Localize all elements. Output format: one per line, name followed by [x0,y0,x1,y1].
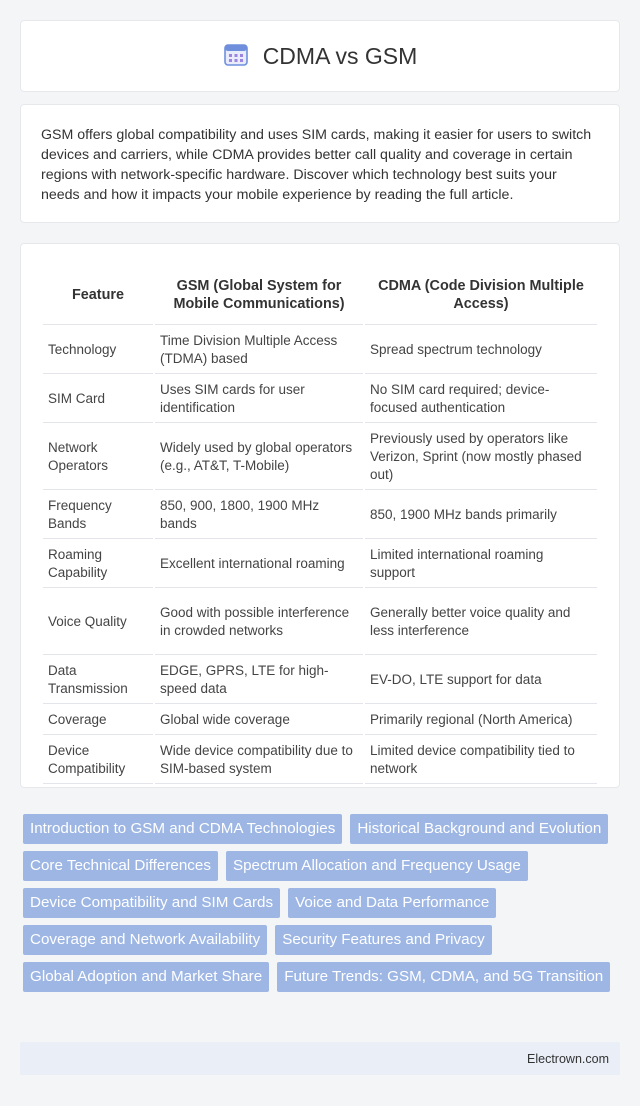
table-cell-cdma: Spread spectrum technology [365,327,597,374]
header-gsm: GSM (Global System for Mobile Communications) [155,266,363,325]
table-row [43,327,597,374]
table-cell-gsm: Uses SIM cards for user identification [155,376,363,423]
table-cell-cdma: Limited device compatibility tied to network [365,737,597,784]
table-row [43,376,597,423]
tag-voice-data-performance[interactable]: Voice and Data Performance [288,888,496,918]
table-cell-gsm: 850, 900, 1800, 1900 MHz bands [155,492,363,539]
table-cell-gsm: Excellent international roaming [155,541,363,588]
table-cell-feature: Roaming Capability [43,541,153,588]
summary-card [20,104,620,223]
tag-introduction[interactable]: Introduction to GSM and CDMA Technologies [23,814,342,844]
table-row [43,425,597,490]
table-cell-cdma: EV-DO, LTE support for data [365,657,597,704]
title-card [20,20,620,92]
summary-text: GSM offers global compatibility and uses SIM cards, making it easier for users to switch devices and carriers, while CDMA provides better call quality and coverage in certain regions with network-specific hardware. Discover which technology best suits your needs and how it impacts your mobile experience by reading the full article. [41,127,592,203]
tag-device-compatibility[interactable]: Device Compatibility and SIM Cards [23,888,280,918]
table-row [43,541,597,588]
table-header-row [43,266,597,325]
table-cell-gsm: EDGE, GPRS, LTE for high-speed data [155,657,363,704]
table-row [43,706,597,735]
table-cell-cdma: 850, 1900 MHz bands primarily [365,492,597,539]
table-cell-cdma: No SIM card required; device-focused authentication [365,376,597,423]
tag-core-technical-differences[interactable]: Core Technical Differences [23,851,218,881]
tag-future-trends[interactable]: Future Trends: GSM, CDMA, and 5G Transition [277,962,610,992]
footer [20,1042,620,1075]
table-cell-feature: Frequency Bands [43,492,153,539]
table-cell-feature: SIM Card [43,376,153,423]
tag-spectrum-allocation[interactable]: Spectrum Allocation and Frequency Usage [226,851,528,881]
table-cell-gsm: Wide device compatibility due to SIM-based system [155,737,363,784]
table-row [43,657,597,704]
header-feature: Feature [43,266,153,325]
table-row [43,737,597,784]
table-cell-feature: Network Operators [43,425,153,490]
table-cell-feature: Voice Quality [43,590,153,655]
table-cell-gsm: Global wide coverage [155,706,363,735]
tag-security-privacy[interactable]: Security Features and Privacy [275,925,492,955]
table-cell-cdma: Previously used by operators like Verizon, Sprint (now mostly phased out) [365,425,597,490]
table-cell-feature: Device Compatibility [43,737,153,784]
table-row [43,492,597,539]
table-row [43,590,597,655]
comparison-table-card [20,243,620,788]
title-wrap [223,41,418,72]
table-cell-gsm: Time Division Multiple Access (TDMA) based [155,327,363,374]
tag-coverage-availability[interactable]: Coverage and Network Availability [23,925,267,955]
table-cell-feature: Technology [43,327,153,374]
table-cell-cdma: Primarily regional (North America) [365,706,597,735]
header-cdma: CDMA (Code Division Multiple Access) [365,266,597,325]
table-cell-cdma: Generally better voice quality and less interference [365,590,597,655]
tag-historical-background[interactable]: Historical Background and Evolution [350,814,608,844]
table-cell-gsm: Good with possible interference in crowded networks [155,590,363,655]
page-title: CDMA vs GSM [262,42,418,69]
topic-tags [23,814,623,992]
table-cell-feature: Coverage [43,706,153,735]
footer-site-link[interactable]: Electrown.com [527,1051,609,1066]
comparison-table [41,264,599,786]
table-cell-feature: Data Transmission [43,657,153,704]
tag-global-adoption[interactable]: Global Adoption and Market Share [23,962,269,992]
table-cell-cdma: Limited international roaming support [365,541,597,588]
calendar-grid-icon [223,41,249,72]
table-cell-gsm: Widely used by global operators (e.g., AT&T, T-Mobile) [155,425,363,490]
